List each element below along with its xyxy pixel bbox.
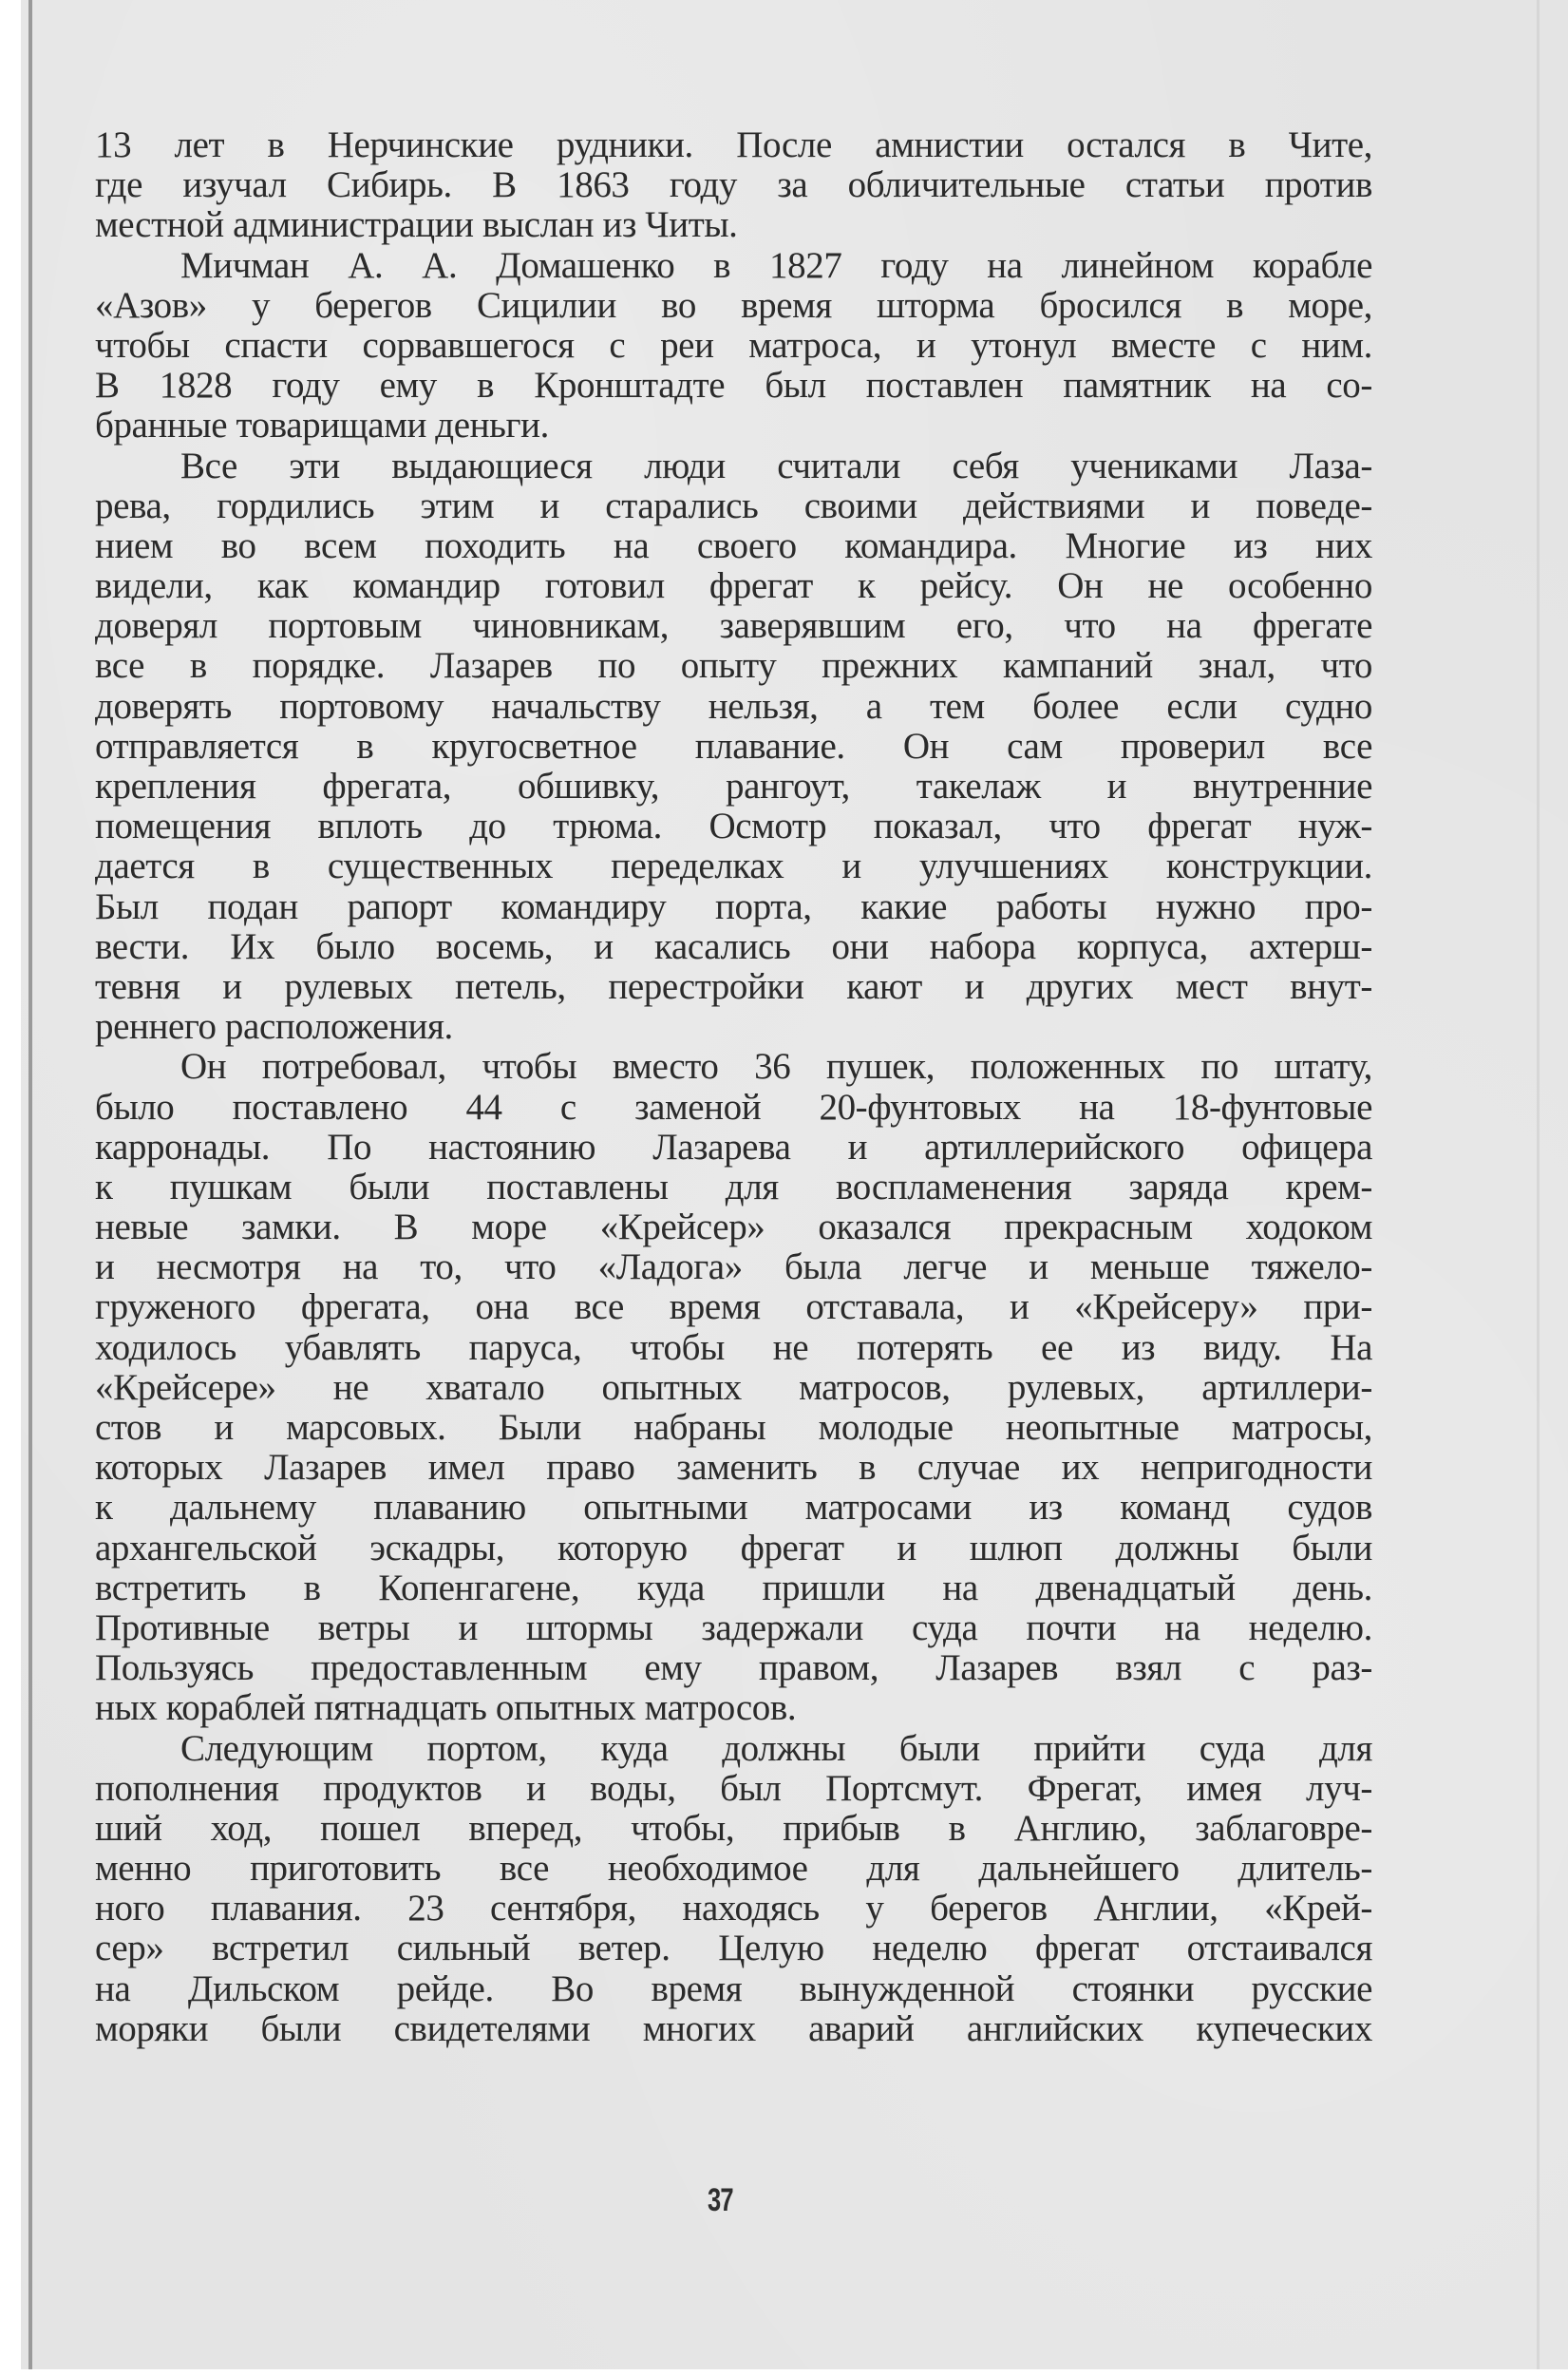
text-line: В 1828 году ему в Кронштадте был поставлен памятник на со- [95, 365, 1372, 407]
text-line: стов и марсовых. Были набраны молодые неопытные матросы, [95, 1407, 1372, 1448]
paragraph [95, 125, 1372, 246]
text-line: ший ход, пошел вперед, чтобы, прибыв в Англию, заблаговре- [95, 1807, 1372, 1849]
text-line: чтобы спасти сорвавшегося с реи матроса, и утонул вместе с ним. [95, 324, 1372, 366]
page-body-text [95, 125, 1372, 2049]
text-line: крепления фрегата, обшивку, рангоут, такелаж и внутренние [95, 766, 1372, 807]
text-line: реннего расположения. [95, 1006, 453, 1048]
text-line: ного плавания. 23 сентября, находясь у берегов Англии, «Крей- [95, 1888, 1372, 1929]
text-line: встретить в Копенгагене, куда пришли на двенадцатый день. [95, 1567, 1372, 1608]
text-line: помещения вплоть до трюма. Осмотр показал, что фрегат нуж- [95, 806, 1372, 847]
text-line: бранные товарищами деньги. [95, 405, 549, 447]
text-line: Был подан рапорт командиру порта, какие работы нужно про- [95, 885, 1372, 927]
page-fold-shadow [1537, 0, 1540, 2369]
text-line: местной администрации выслан из Читы. [95, 204, 738, 246]
text-line: Противные ветры и штормы задержали суда почти на неделю. [95, 1606, 1372, 1648]
text-line: нием во всем походить на своего командира. Многие из них [95, 524, 1372, 566]
text-line: сер» встретил сильный ветер. Целую неделю фрегат отстаивался [95, 1928, 1372, 1969]
page-number-text: 37 [708, 2182, 733, 2218]
text-line: Все эти выдающиеся люди считали себя учениками Лаза- [180, 445, 1372, 486]
paragraph [95, 447, 1372, 1048]
text-line: «Азов» у берегов Сицилии во время шторма бросился в море, [95, 284, 1372, 326]
text-line: где изучал Сибирь. В 1863 году за обличительные статьи против [95, 164, 1372, 206]
paragraph [95, 246, 1372, 447]
text-line: Он потребовал, чтобы вместо 36 пушек, положенных по штату, [180, 1046, 1372, 1088]
text-line: Следующим портом, куда должны были прийти суда для [180, 1727, 1372, 1769]
text-line: было поставлено 44 с заменой 20-фунтовых на 18-фунтовые [95, 1086, 1372, 1128]
paragraph [95, 1047, 1372, 1728]
text-line: ных кораблей пятнадцать опытных матросов. [95, 1687, 797, 1729]
text-line: которых Лазарев имел право заменить в случае их непригодности [95, 1447, 1372, 1489]
text-line: к дальнему плаванию опытными матросами из команд судов [95, 1487, 1372, 1529]
text-line: видели, как командир готовил фрегат к рейсу. Он не особенно [95, 565, 1372, 607]
text-line: груженого фрегата, она все время отставала, и «Крейсеру» при- [95, 1286, 1372, 1328]
text-line: пополнения продуктов и воды, был Портсмут. Фрегат, имея луч- [95, 1767, 1372, 1809]
text-line: карронады. По настоянию Лазарева и артиллерийского офицера [95, 1126, 1372, 1168]
paragraph [95, 1729, 1372, 2050]
text-line: все в порядке. Лазарев по опыту прежних кампаний знал, что [95, 645, 1372, 687]
text-line: к пушкам были поставлены для воспламенения заряда крем- [95, 1166, 1372, 1207]
text-line: тевня и рулевых петель, перестройки кают и других мест внут- [95, 965, 1372, 1007]
text-line: вести. Их было восемь, и касались они набора корпуса, ахтерш- [95, 925, 1372, 967]
text-line: невые замки. В море «Крейсер» оказался прекрасным ходоком [95, 1207, 1372, 1248]
text-line: 13 лет в Нерчинские рудники. После амнистии остался в Чите, [95, 124, 1372, 165]
text-line: дается в существенных переделках и улучшениях конструкции. [95, 846, 1372, 887]
text-line: ходилось убавлять паруса, чтобы не потерять ее из виду. На [95, 1326, 1372, 1368]
text-line: менно приготовить все необходимое для дальнейшего длитель- [95, 1848, 1372, 1890]
text-line: Пользуясь предоставленным ему правом, Лазарев взял с раз- [95, 1647, 1372, 1689]
text-line: на Дильском рейде. Во время вынужденной стоянки русские [95, 1967, 1372, 2009]
text-line: Мичман А. А. Домашенко в 1827 году на линейном корабле [180, 244, 1372, 286]
page-binding-edge [28, 0, 32, 2369]
text-line: и несмотря на то, что «Ладога» была легче и меньше тяжело- [95, 1246, 1372, 1288]
text-line: моряки были свидетелями многих аварий английских купеческих [95, 2007, 1372, 2049]
text-line: архангельской эскадры, которую фрегат и шлюп должны были [95, 1527, 1372, 1568]
text-line: рева, гордились этим и старались своими действиями и поведе- [95, 485, 1372, 526]
text-line: доверять портовому начальству нельзя, а тем более если судно [95, 685, 1372, 727]
text-line: отправляется в кругосветное плавание. Он сам проверил все [95, 725, 1372, 767]
text-line: «Крейсере» не хватало опытных матросов, рулевых, артиллери- [95, 1366, 1372, 1408]
text-line: доверял портовым чиновникам, заверявшим его, что на фрегате [95, 605, 1372, 647]
